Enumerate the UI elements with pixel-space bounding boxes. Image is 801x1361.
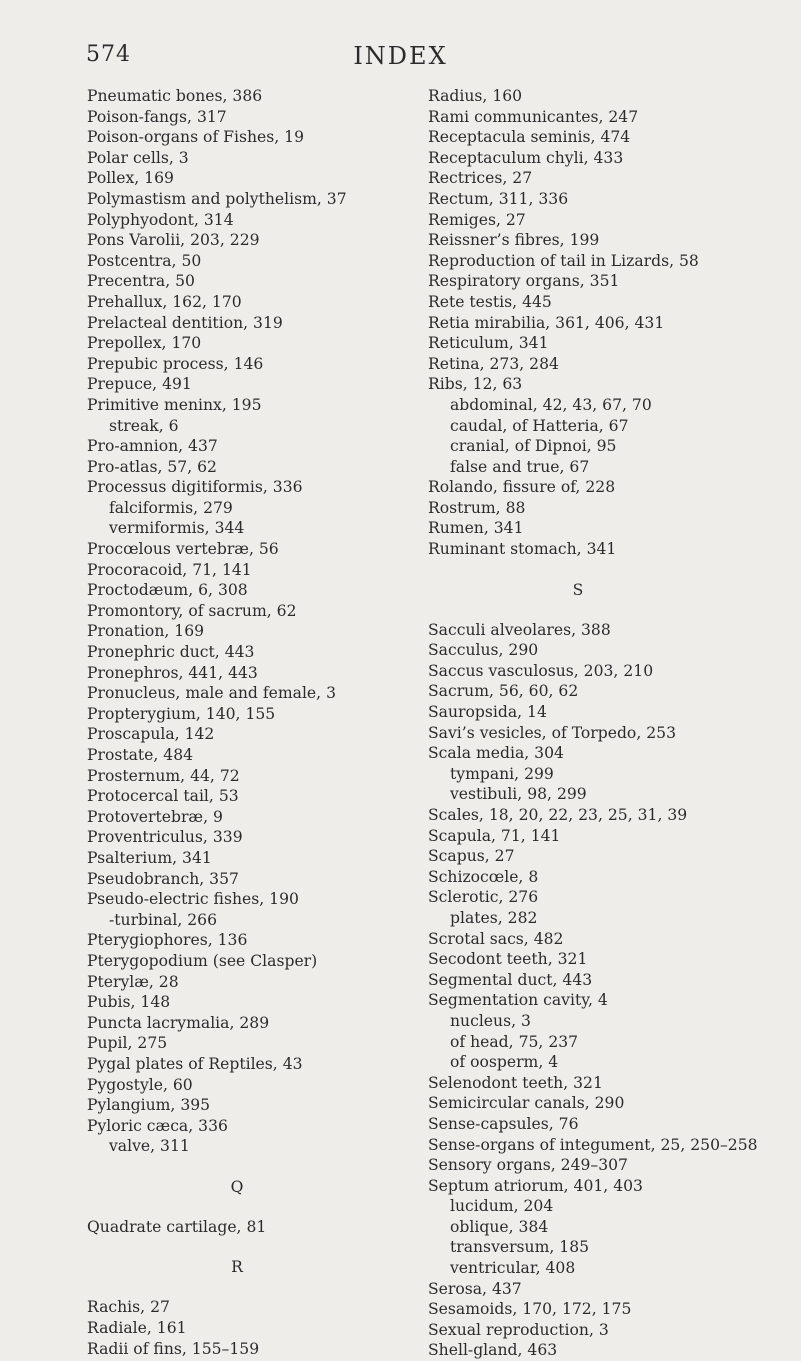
index-entry: Procœlous vertebræ, 56 [87, 540, 279, 559]
index-entry: Ruminant stomach, 341 [428, 540, 617, 559]
index-entry: Sexual reproduction, 3 [428, 1320, 609, 1339]
index-entry: Postcentra, 50 [87, 251, 202, 270]
index-entry: Scala media, 304 [428, 744, 564, 763]
index-subentry: lucidum, 204 [450, 1197, 554, 1216]
index-entry: Pterygopodium (see Clasper) [87, 951, 318, 970]
section-letter: Q [230, 1177, 244, 1196]
index-entry: Psalterium, 341 [87, 848, 212, 867]
index-entry: Serosa, 437 [428, 1279, 522, 1298]
index-entry: Sensory organs, 249–307 [428, 1156, 628, 1175]
index-subentry: streak, 6 [109, 416, 179, 435]
index-subentry: plates, 282 [450, 908, 538, 927]
index-entry: Radius, 160 [428, 87, 523, 105]
index-entry: Promontory, of sacrum, 62 [87, 601, 297, 620]
index-entry: Rachis, 27 [87, 1298, 170, 1317]
index-entry: Respiratory organs, 351 [428, 272, 620, 291]
index-entry: Sauropsida, 14 [428, 703, 547, 722]
index-entry: Pro-amnion, 437 [87, 437, 218, 456]
index-entry: Remiges, 27 [428, 210, 526, 229]
index-entry: Rostrum, 88 [428, 498, 526, 517]
index-entry: Rami communicantes, 247 [428, 107, 639, 126]
index-entry: Pons Varolii, 203, 229 [87, 231, 260, 250]
index-entry: Pterygiophores, 136 [87, 931, 248, 950]
index-entry: Pronation, 169 [87, 622, 205, 641]
index-entry: Segmental duct, 443 [428, 970, 593, 989]
index-entry: Reissner’s fibres, 199 [428, 231, 600, 250]
index-entry: Pronephros, 441, 443 [87, 663, 258, 682]
index-entry: Sclerotic, 276 [428, 888, 539, 907]
index-entry: Prepubic process, 146 [87, 354, 264, 373]
index-entry: Receptaculum chyli, 433 [428, 148, 624, 167]
index-subentry: false and true, 67 [450, 457, 590, 476]
index-subentry: ventricular, 408 [450, 1259, 576, 1278]
index-entry: Pronephric duct, 443 [87, 643, 255, 662]
section-letter: S [572, 580, 584, 599]
index-entry: Scapus, 27 [428, 847, 515, 866]
index-entry: Pseudo-electric fishes, 190 [87, 890, 299, 909]
index-entry: Pupil, 275 [87, 1034, 168, 1053]
index-subentry: tympani, 299 [450, 764, 554, 783]
index-entry: Pyloric cæca, 336 [87, 1116, 228, 1135]
index-entry: Pylangium, 395 [87, 1096, 211, 1115]
index-entry: Poison-organs of Fishes, 19 [87, 128, 305, 147]
index-entry: Pygostyle, 60 [87, 1075, 193, 1094]
index-entry: Retia mirabilia, 361, 406, 431 [428, 313, 665, 332]
index-subentry: oblique, 384 [450, 1217, 549, 1236]
index-entry: Pollex, 169 [87, 169, 174, 188]
index-entry: Prepollex, 170 [87, 334, 202, 353]
index-entry: Pneumatic bones, 386 [87, 87, 263, 105]
index-entry: Prelacteal dentition, 319 [87, 313, 283, 332]
index-entry: Septum atriorum, 401, 403 [428, 1176, 643, 1195]
index-subentry: of oosperm, 4 [450, 1053, 559, 1072]
index-entry: Sense-organs of integument, 25, 250–258 [428, 1135, 758, 1154]
index-entry: Rectum, 311, 336 [428, 189, 569, 208]
index-entry: Secodont teeth, 321 [428, 950, 588, 969]
index-entry: Pterylæ, 28 [87, 972, 179, 991]
index-entry: Primitive meninx, 195 [87, 395, 262, 414]
index-entry: Prostate, 484 [87, 746, 194, 764]
index-entry: Pseudobranch, 357 [87, 869, 239, 888]
index-entry: Rolando, fissure of, 228 [428, 478, 616, 497]
index-entry: Rete testis, 445 [428, 292, 552, 311]
index-entry: Rumen, 341 [428, 519, 524, 538]
index-entry: Reproduction of tail in Lizards, 58 [428, 251, 699, 270]
index-entry: Proctodæum, 6, 308 [87, 581, 248, 600]
index-entry: Procoracoid, 71, 141 [87, 560, 252, 579]
running-head: INDEX [353, 42, 448, 70]
index-entry: Poison-fangs, 317 [87, 107, 227, 126]
index-subentry: -turbinal, 266 [109, 910, 218, 929]
index-column-right [428, 86, 758, 1361]
index-entry: Pro-atlas, 57, 62 [87, 457, 217, 476]
index-entry: Pubis, 148 [87, 993, 171, 1012]
index-entry: Quadrate cartilage, 81 [87, 1217, 267, 1236]
index-entry: Segmentation cavity, 4 [428, 991, 608, 1010]
index-entry: Protocercal tail, 53 [87, 787, 239, 806]
index-entry: Semicircular canals, 290 [428, 1094, 625, 1113]
index-entry: Sacculi alveolares, 388 [428, 620, 611, 639]
index-entry: Sense-capsules, 76 [428, 1114, 579, 1133]
index-subentry: falciformis, 279 [109, 498, 233, 517]
index-entry: Selenodont teeth, 321 [428, 1073, 603, 1092]
index-subentry: abdominal, 42, 43, 67, 70 [450, 395, 652, 414]
index-entry: Prosternum, 44, 72 [87, 766, 240, 785]
index-entry: Pygal plates of Reptiles, 43 [87, 1054, 303, 1073]
index-entry: Prepuce, 491 [87, 375, 192, 394]
section-letter: R [231, 1258, 243, 1277]
index-entry: Proventriculus, 339 [87, 828, 243, 847]
index-subentry: valve, 311 [109, 1137, 190, 1156]
index-entry: Ribs, 12, 63 [428, 375, 523, 394]
index-entry: Propterygium, 140, 155 [87, 704, 276, 723]
index-entry: Receptacula seminis, 474 [428, 128, 631, 147]
index-entry: Pronucleus, male and female, 3 [87, 684, 336, 703]
index-entry: Radii of fins, 155–159 [87, 1339, 260, 1358]
index-entry: Puncta lacrymalia, 289 [87, 1013, 270, 1032]
index-entry: Polymastism and polythelism, 37 [87, 189, 347, 208]
index-entry: Processus digitiformis, 336 [87, 478, 303, 497]
index-entry: Retina, 273, 284 [428, 354, 559, 373]
index-entry: Polar cells, 3 [87, 148, 189, 167]
index-subentry: transversum, 185 [450, 1238, 590, 1257]
index-entry: Schizocœle, 8 [428, 867, 539, 886]
index-entry: Rectrices, 27 [428, 169, 533, 188]
index-entry: Scapula, 71, 141 [428, 826, 561, 845]
index-entry: Proscapula, 142 [87, 725, 215, 744]
index-entry: Scales, 18, 20, 22, 23, 25, 31, 39 [428, 806, 688, 824]
index-entry: Sacrum, 56, 60, 62 [428, 682, 579, 701]
index-subentry: cranial, of Dipnoi, 95 [450, 437, 617, 456]
index-column-left [87, 86, 387, 1359]
index-subentry: vestibuli, 98, 299 [450, 785, 587, 804]
index-entry: Radiale, 161 [87, 1319, 187, 1338]
index-entry: Sesamoids, 170, 172, 175 [428, 1300, 632, 1319]
index-subentry: caudal, of Hatteria, 67 [450, 416, 629, 435]
page-number: 574 [86, 42, 131, 67]
index-subentry: nucleus, 3 [450, 1011, 531, 1030]
index-entry: Sacculus, 290 [428, 641, 539, 660]
index-entry: Shell-gland, 463 [428, 1341, 558, 1360]
index-entry: Prehallux, 162, 170 [87, 292, 242, 311]
index-entry: Savi’s vesicles, of Torpedo, 253 [428, 723, 676, 742]
index-subentry: of head, 75, 237 [450, 1032, 579, 1051]
index-entry: Protovertebræ, 9 [87, 807, 223, 826]
index-entry: Reticulum, 341 [428, 334, 549, 353]
index-entry: Polyphyodont, 314 [87, 210, 234, 229]
index-entry: Saccus vasculosus, 203, 210 [428, 661, 654, 680]
index-subentry: vermiformis, 344 [109, 519, 245, 538]
index-entry: Precentra, 50 [87, 272, 195, 291]
index-entry: Scrotal sacs, 482 [428, 929, 564, 948]
